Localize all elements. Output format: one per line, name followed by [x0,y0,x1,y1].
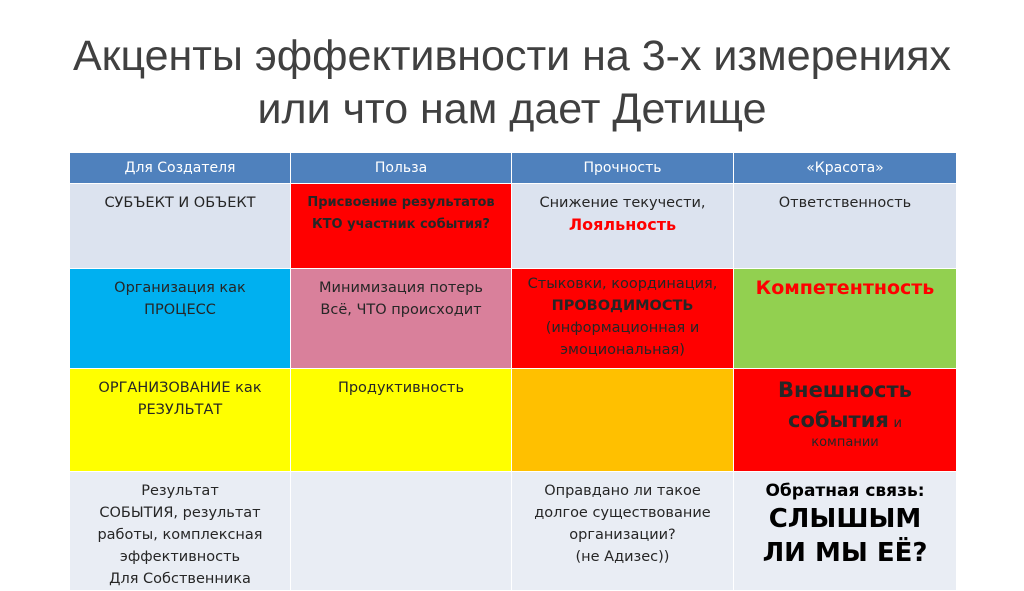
competence-text: Компетентность [755,277,935,299]
event-line-3: работы, комплексная [97,527,263,543]
table-row [70,369,957,472]
header-beauty: «Красота» [734,153,957,184]
coordination-line-1: Стыковки, координация, [527,276,718,292]
header-benefit: Польза [291,153,512,184]
cell-loss-minimization [291,269,512,369]
turnover-text: Снижение текучести, [539,195,706,211]
title-line-1: Акценты эффективности на 3-х измерениях [72,32,951,80]
cell-justified [512,472,734,591]
table-row [70,269,957,369]
feedback-line-3: ЛИ МЫ ЕЁ? [762,538,928,568]
title-line-2: или что нам дает Детище [257,85,767,133]
coordination-line-3: (информационная и [545,320,700,336]
feedback-line-1: Обратная связь: [765,481,925,501]
loyalty-text: Лояльность [568,215,677,234]
header-creator: Для Создателя [70,153,291,184]
feedback-line-2: СЛЫШЫМ [768,504,922,534]
coordination-line-4: эмоциональная) [560,342,685,358]
cell-organizing-result [70,369,291,472]
coordination-line-2: ПРОВОДИМОСТЬ [551,298,694,314]
process-line-2: ПРОЦЕСС [144,302,216,318]
cell-feedback [734,472,957,591]
organizing-line-2: РЕЗУЛЬТАТ [137,402,223,418]
justified-line-4: (не Адизес)) [575,549,670,565]
event-line-2: СОБЫТИЯ, результат [99,505,261,521]
cell-results-assignment: Присвоение результатов КТО участник события? [291,184,512,269]
event-line-1: Результат [141,483,219,499]
process-line-1: Организация как [114,280,246,296]
cell-productivity: Продуктивность [291,369,512,472]
appearance-and: и [893,416,902,431]
event-line-4: эффективность [119,549,241,565]
justified-line-1: Оправдано ли такое [544,483,701,499]
event-line-5: Для Собственника [109,571,251,587]
appearance-line-1: Внешность [778,378,912,402]
cell-empty-benefit [291,472,512,591]
table-row [70,472,957,591]
slide-title [0,30,1024,136]
appearance-line-2: события [788,408,889,432]
justified-line-2: долгое существование [534,505,711,521]
organizing-line-1: ОРГАНИЗОВАНИЕ как [98,380,262,396]
loss-line-1: Минимизация потерь [319,280,483,296]
table-row [70,184,957,269]
cell-event-result [70,472,291,591]
loss-line-2: Всё, ЧТО происходит [320,302,482,318]
cell-empty-orange [512,369,734,472]
justified-line-3: организации? [569,527,676,543]
cell-appearance [734,369,957,472]
cell-process [70,269,291,369]
cell-competence [734,269,957,369]
cell-subject-object: СУБЪЕКТ И ОБЪЕКТ [70,184,291,269]
cell-turnover [512,184,734,269]
appearance-company: компании [811,435,879,450]
effectiveness-table [69,152,957,591]
cell-coordination [512,269,734,369]
table-header-row [70,153,957,184]
appearance-line-2-wrap [740,405,950,435]
cell-responsibility: Ответственность [734,184,957,269]
header-durability: Прочность [512,153,734,184]
